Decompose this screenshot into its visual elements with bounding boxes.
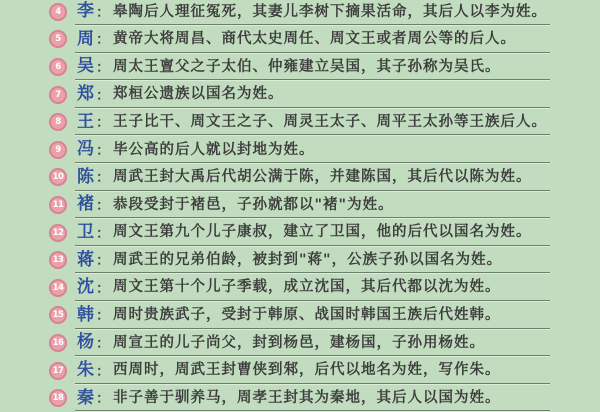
description-text: 郑桓公遗族以国名为姓。 bbox=[113, 86, 284, 103]
description-text: 黄帝大将周昌、商代太史周任、周文王或者周公等的后人。 bbox=[113, 31, 516, 48]
number-badge: 18 bbox=[49, 389, 67, 407]
separator-colon: ： bbox=[96, 253, 110, 270]
separator-colon: ： bbox=[96, 225, 110, 242]
description-text: 毕公高的后人就以封地为姓。 bbox=[113, 141, 315, 158]
separator-colon: ： bbox=[96, 4, 110, 21]
surname-label: 杨 bbox=[77, 332, 94, 353]
description-text: 周宣王的儿子尚父，封到杨邑，建杨国，子孙用杨姓。 bbox=[113, 334, 485, 351]
list-item bbox=[0, 26, 600, 54]
separator-colon: ： bbox=[96, 363, 110, 380]
description-text: 恭段受封于褚邑，子孙就都以"褚"为姓。 bbox=[113, 196, 394, 213]
list-item bbox=[0, 357, 600, 385]
list-item bbox=[0, 108, 600, 136]
separator-colon: ： bbox=[96, 308, 110, 325]
number-badge: 17 bbox=[49, 362, 67, 380]
number-badge: 7 bbox=[49, 86, 67, 104]
list-item bbox=[0, 81, 600, 109]
description-text: 周武王的兄弟伯龄，被封到"蒋"，公族子孙以国名为姓。 bbox=[113, 251, 503, 268]
number-badge: 11 bbox=[49, 196, 67, 214]
surname-label: 郑 bbox=[77, 84, 94, 105]
number-badge: 14 bbox=[49, 279, 67, 297]
number-badge: 5 bbox=[49, 30, 67, 48]
number-badge: 9 bbox=[49, 141, 67, 159]
surname-label: 陈 bbox=[77, 166, 94, 187]
surname-label: 沈 bbox=[77, 277, 94, 298]
description-text: 周文王第十个儿子季载，成立沈国，其后代都以沈为姓。 bbox=[113, 279, 501, 296]
description-text: 西周时，周武王封曹侠到邾，后代以地名为姓，写作朱。 bbox=[113, 362, 501, 379]
surname-label: 吴 bbox=[77, 56, 94, 77]
description-text: 王子比干、周文王之子、周灵王太子、周平王太孙等王族后人。 bbox=[113, 113, 547, 130]
separator-colon: ： bbox=[96, 32, 110, 49]
surname-label: 蒋 bbox=[77, 249, 94, 270]
surname-label: 李 bbox=[77, 1, 94, 22]
number-badge: 8 bbox=[49, 113, 67, 131]
list-item bbox=[0, 164, 600, 192]
list-item bbox=[0, 246, 600, 274]
surname-label: 卫 bbox=[77, 222, 94, 243]
separator-colon: ： bbox=[96, 170, 110, 187]
separator-colon: ： bbox=[96, 142, 110, 159]
list-item bbox=[0, 274, 600, 302]
number-badge: 16 bbox=[49, 334, 67, 352]
number-badge: 12 bbox=[49, 224, 67, 242]
separator-colon: ： bbox=[96, 87, 110, 104]
surname-label: 褚 bbox=[77, 194, 94, 215]
description-text: 周太王亶父之子太伯、仲雍建立吴国，其子孙称为吴氏。 bbox=[113, 58, 501, 75]
surname-label: 韩 bbox=[77, 304, 94, 325]
list-item bbox=[0, 302, 600, 330]
description-text: 周武王封大禹后代胡公满于陈，并建陈国，其后代以陈为姓。 bbox=[113, 169, 532, 186]
row-underline bbox=[75, 410, 550, 411]
separator-colon: ： bbox=[96, 59, 110, 76]
list-item bbox=[0, 191, 600, 219]
surname-label: 冯 bbox=[77, 139, 94, 160]
separator-colon: ： bbox=[96, 280, 110, 297]
list-item bbox=[0, 0, 600, 26]
description-text: 皋陶后人理征冤死，其妻儿李树下摘果活命，其后人以李为姓。 bbox=[113, 3, 547, 20]
list-item bbox=[0, 384, 600, 412]
number-badge: 15 bbox=[49, 306, 67, 324]
list-item bbox=[0, 136, 600, 164]
separator-colon: ： bbox=[96, 391, 110, 408]
separator-colon: ： bbox=[96, 335, 110, 352]
number-badge: 4 bbox=[49, 3, 67, 21]
number-badge: 10 bbox=[49, 168, 67, 186]
description-text: 非子善于驯养马，周孝王封其为秦地，其后人以国为姓。 bbox=[113, 389, 501, 406]
list-item bbox=[0, 329, 600, 357]
separator-colon: ： bbox=[96, 197, 110, 214]
surname-label: 朱 bbox=[77, 360, 94, 381]
list-item bbox=[0, 53, 600, 81]
surname-label: 王 bbox=[77, 111, 94, 132]
number-badge: 13 bbox=[49, 251, 67, 269]
list-item bbox=[0, 219, 600, 247]
number-badge: 6 bbox=[49, 58, 67, 76]
description-text: 周文王第九个儿子康叔，建立了卫国，他的后代以国名为姓。 bbox=[113, 224, 532, 241]
separator-colon: ： bbox=[96, 115, 110, 132]
description-text: 周时贵族武子，受封于韩原、战国时韩国王族后代姓韩。 bbox=[113, 307, 501, 324]
surname-label: 周 bbox=[77, 28, 94, 49]
surname-label: 秦 bbox=[77, 387, 94, 408]
